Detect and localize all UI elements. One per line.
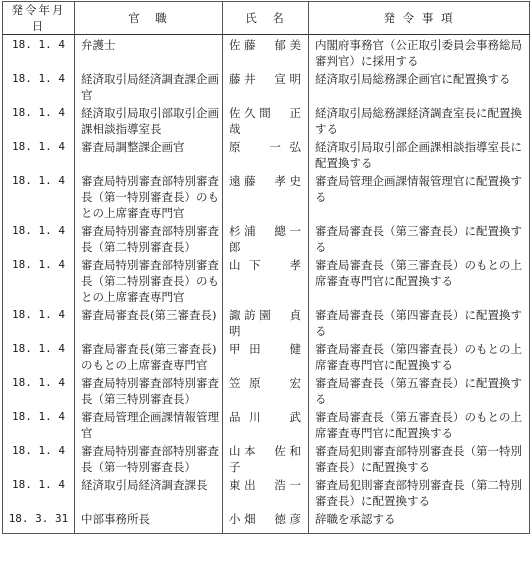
- cell-order: 経済取引局総務課企画官に配置換する: [309, 69, 530, 103]
- cell-name: 遠藤 孝史: [223, 171, 309, 221]
- table-row: [3, 509, 530, 533]
- cell-order: 審査局審査長（第五審査長）に配置換する: [309, 373, 530, 407]
- table-row: [3, 221, 530, 255]
- header-date: 発令年月日: [3, 2, 75, 35]
- cell-date: 18. 1. 4: [3, 475, 75, 509]
- cell-name: 藤井 宣明: [223, 69, 309, 103]
- cell-date: 18. 1. 4: [3, 255, 75, 305]
- cell-post: 経済取引局取引部取引企画課相談指導室長: [75, 103, 223, 137]
- table-row: [3, 255, 530, 305]
- cell-order: 経済取引局総務課経済調査室長に配置換する: [309, 103, 530, 137]
- table-row: [3, 339, 530, 373]
- cell-order: 審査局犯則審査部特別審査長（第二特別審査長）に配置換する: [309, 475, 530, 509]
- table-row: [3, 373, 530, 407]
- cell-order: 審査局審査長（第三審査長）のもとの上席審査専門官に配置換する: [309, 255, 530, 305]
- personnel-table: [2, 1, 530, 534]
- cell-name: 佐藤 郁美: [223, 35, 309, 70]
- table-row: [3, 171, 530, 221]
- header-name: 氏 名: [223, 2, 309, 35]
- cell-order: 辞職を承認する: [309, 509, 530, 533]
- cell-date: 18. 1. 4: [3, 171, 75, 221]
- cell-name: 品川 武: [223, 407, 309, 441]
- cell-post: 中部事務所長: [75, 509, 223, 533]
- cell-date: 18. 1. 4: [3, 339, 75, 373]
- table-row: [3, 103, 530, 137]
- cell-date: 18. 1. 4: [3, 441, 75, 475]
- cell-order: 審査局審査長（第四審査長）のもとの上席審査専門官に配置換する: [309, 339, 530, 373]
- cell-order: 審査局犯則審査部特別審査長（第一特別審査長）に配置換する: [309, 441, 530, 475]
- cell-post: 審査局調整課企画官: [75, 137, 223, 171]
- table-row: [3, 475, 530, 509]
- cell-post: 弁護士: [75, 35, 223, 70]
- cell-post: 審査局管理企画課情報管理官: [75, 407, 223, 441]
- cell-name: 山本 佐和子: [223, 441, 309, 475]
- cell-post: 審査局特別審査部特別審査長（第二特別審査長）のもとの上席審査専門官: [75, 255, 223, 305]
- cell-post: 経済取引局経済調査課長: [75, 475, 223, 509]
- cell-date: 18. 1. 4: [3, 69, 75, 103]
- cell-date: 18. 3. 31: [3, 509, 75, 533]
- cell-name: 佐久間 正哉: [223, 103, 309, 137]
- table-row: [3, 407, 530, 441]
- table-row: [3, 35, 530, 70]
- cell-post: 審査局特別審査部特別審査長（第三特別審査長）: [75, 373, 223, 407]
- cell-post: 審査局審査長(第三審査長)のもとの上席審査専門官: [75, 339, 223, 373]
- table-row: [3, 137, 530, 171]
- header-post: 官 職: [75, 2, 223, 35]
- cell-name: 山下 孝: [223, 255, 309, 305]
- cell-post: 審査局審査長(第三審査長): [75, 305, 223, 339]
- cell-post: 審査局特別審査部特別審査長（第一特別審査長）: [75, 441, 223, 475]
- cell-name: 諏訪園 貞明: [223, 305, 309, 339]
- cell-date: 18. 1. 4: [3, 221, 75, 255]
- table-header-row: [3, 2, 530, 35]
- cell-post: 審査局特別審査部特別審査長（第一特別審査長）のもとの上席審査専門官: [75, 171, 223, 221]
- cell-date: 18. 1. 4: [3, 407, 75, 441]
- header-order: 発 令 事 項: [309, 2, 530, 35]
- cell-order: 内閣府事務官（公正取引委員会事務総局審判官）に採用する: [309, 35, 530, 70]
- table-row: [3, 441, 530, 475]
- cell-order: 経済取引局取引部企画課相談指導室長に配置換する: [309, 137, 530, 171]
- cell-date: 18. 1. 4: [3, 373, 75, 407]
- cell-order: 審査局審査長（第三審査長）に配置換する: [309, 221, 530, 255]
- table-row: [3, 305, 530, 339]
- cell-name: 原 一弘: [223, 137, 309, 171]
- cell-order: 審査局審査長（第四審査長）に配置換する: [309, 305, 530, 339]
- cell-date: 18. 1. 4: [3, 305, 75, 339]
- cell-name: 甲田 健: [223, 339, 309, 373]
- cell-order: 審査局審査長（第五審査長）のもとの上席審査専門官に配置換する: [309, 407, 530, 441]
- cell-name: 東出 浩一: [223, 475, 309, 509]
- cell-name: 小畑 徳彦: [223, 509, 309, 533]
- cell-order: 審査局管理企画課情報管理官に配置換する: [309, 171, 530, 221]
- cell-date: 18. 1. 4: [3, 137, 75, 171]
- cell-date: 18. 1. 4: [3, 35, 75, 70]
- cell-post: 経済取引局経済調査課企画官: [75, 69, 223, 103]
- cell-name: 杉浦 總一郎: [223, 221, 309, 255]
- table-row: [3, 69, 530, 103]
- cell-name: 笠原 宏: [223, 373, 309, 407]
- cell-date: 18. 1. 4: [3, 103, 75, 137]
- cell-post: 審査局特別審査部特別審査長（第二特別審査長）: [75, 221, 223, 255]
